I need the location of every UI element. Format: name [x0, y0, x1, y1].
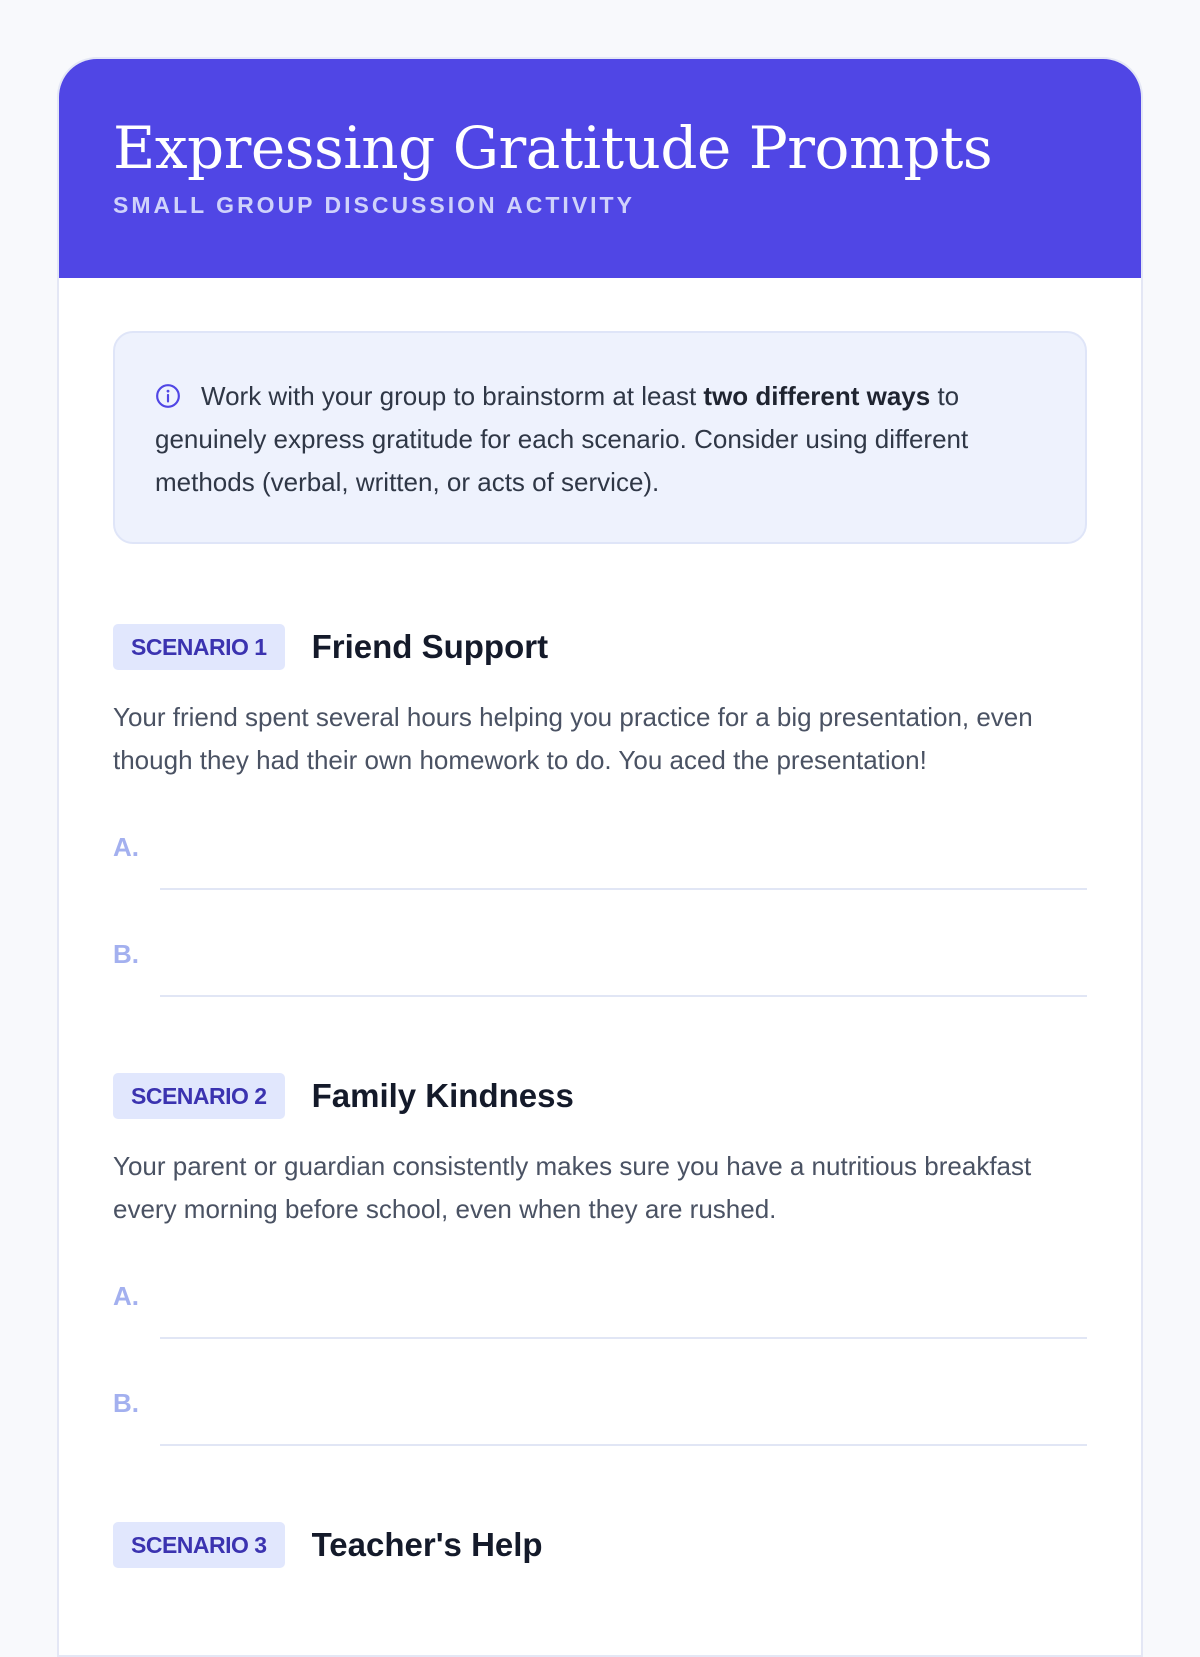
worksheet-header: [59, 59, 1141, 278]
scenario-title: Teacher's Help: [311, 1526, 543, 1563]
scenario-header: [113, 1073, 1087, 1119]
answer-line-a[interactable]: [113, 1245, 1087, 1352]
answer-list: [113, 1245, 1087, 1459]
scenario-2: [113, 1073, 1087, 1459]
scenario-3: [113, 1522, 1087, 1568]
scenario-badge: SCENARIO 3: [113, 1522, 285, 1568]
worksheet-content: [59, 278, 1141, 1568]
answer-line-b[interactable]: [113, 1352, 1087, 1459]
scenario-title: Family Kindness: [311, 1077, 574, 1114]
scenario-title: Friend Support: [311, 628, 549, 665]
answer-letter: A.: [113, 1281, 139, 1311]
instructions-text-end: to genuinely express gratitude for each scenario. Consider using different methods (verbal, written, or acts of service).: [155, 381, 969, 497]
instructions-box: [113, 331, 1087, 544]
scenario-description: Your parent or guardian consistently makes sure you have a nutritious breakfast every morning before school, even when they are rushed.: [113, 1151, 1032, 1224]
answer-rule: [160, 888, 1087, 890]
answer-letter: A.: [113, 832, 139, 862]
answer-letter: B.: [113, 1388, 139, 1418]
scenario-header: [113, 624, 1087, 670]
info-icon: [155, 383, 181, 409]
page-title: Expressing Gratitude Prompts: [113, 114, 993, 182]
answer-rule: [160, 995, 1087, 997]
answer-line-a[interactable]: [113, 796, 1087, 903]
answer-line-b[interactable]: [113, 903, 1087, 1010]
answer-list: [113, 796, 1087, 1010]
answer-rule: [160, 1444, 1087, 1446]
instructions-text-bold: two different ways: [703, 381, 931, 411]
scenario-header: [113, 1522, 1087, 1568]
answer-rule: [160, 1337, 1087, 1339]
answer-letter: B.: [113, 939, 139, 969]
scenario-1: [113, 624, 1087, 1010]
scenario-badge: SCENARIO 1: [113, 624, 285, 670]
page-subtitle: SMALL GROUP DISCUSSION ACTIVITY: [113, 192, 635, 218]
scenario-badge: SCENARIO 2: [113, 1073, 285, 1119]
scenario-description: Your friend spent several hours helping you practice for a big presentation, even though they had their own homework to do. You aced the presentation!: [113, 702, 1033, 775]
worksheet-card: [57, 57, 1143, 1657]
instructions-text-start: Work with your group to brainstorm at least: [201, 381, 704, 411]
